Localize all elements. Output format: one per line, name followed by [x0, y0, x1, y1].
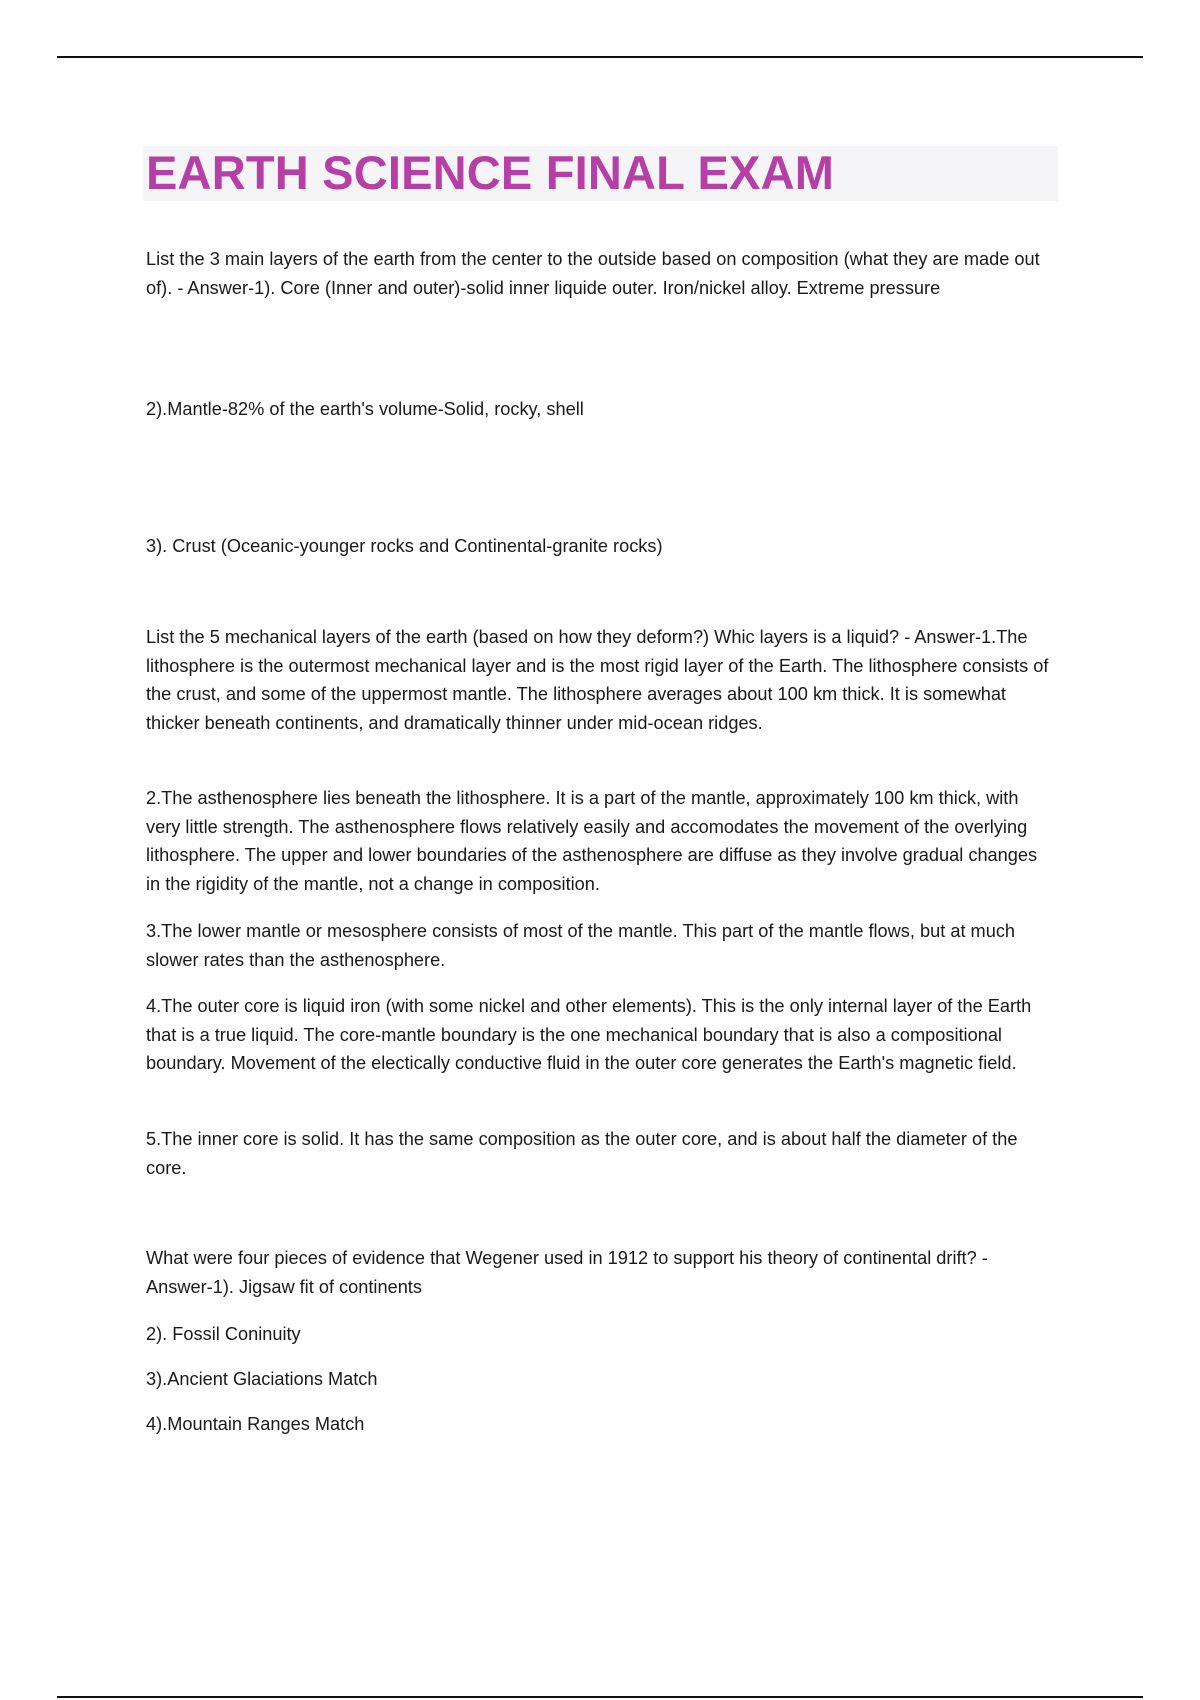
q1-answer-item-2: 2).Mantle-82% of the earth's volume-Solid, rocky, shell	[146, 399, 584, 419]
q2-answer-item-3: 3.The lower mantle or mesosphere consists of most of the mantle. This part of the mantle flows, but at much slower rates than the asthenosphere.	[146, 921, 1016, 970]
document-title: EARTH SCIENCE FINAL EXAM	[146, 146, 835, 199]
q1-question-answer: List the 3 main layers of the earth from the center to the outside based on composition (what they are made out of). - Answer-1). Core (Inner and outer)-solid inner liquide outer. Iron/nickel alloy. Extreme pressure	[146, 249, 1040, 298]
q2-answer-item-2: 2.The asthenosphere lies beneath the lithosphere. It is a part of the mantle, approximately 100 km thick, with very little strength. The asthenosphere flows relatively easily and accomodates the movement of the overlying lithosphere. The upper and lower boundaries of the asthenosphere are diffuse as they involve gradual changes in the rigidity of the mantle, not a change in composition.	[146, 788, 1038, 894]
q2-answer-item-4: 4.The outer core is liquid iron (with some nickel and other elements). This is the only internal layer of the Earth that is a true liquid. The core-mantle boundary is the one mechanical boundary that is also a compositional boundary. Movement of the electically conductive fluid in the outer core generates the Earth's magnetic field.	[146, 996, 1032, 1073]
q3-answer-item-2: 2). Fossil Coninuity	[146, 1324, 301, 1344]
q3-answer-item-3: 3).Ancient Glaciations Match	[146, 1369, 378, 1389]
top-rule	[57, 56, 1143, 58]
q2-question-answer: List the 5 mechanical layers of the earth (based on how they deform?) Whic layers is a liquid? - Answer-1.The lithosphere is the outermost mechanical layer and is the most rigid layer of the Earth. The lithosphere consists of the crust, and some of the uppermost mantle. The lithosphere averages about 100 km thick. It is somewhat thicker beneath continents, and dramatically thinner under mid-ocean ridges.	[146, 627, 1049, 733]
q3-question-answer: What were four pieces of evidence that Wegener used in 1912 to support his theory of continental drift? - Answer-1). Jigsaw fit of continents	[146, 1248, 988, 1297]
q1-answer-item-3: 3). Crust (Oceanic-younger rocks and Continental-granite rocks)	[146, 536, 663, 556]
q2-answer-item-5: 5.The inner core is solid. It has the same composition as the outer core, and is about half the diameter of the core.	[146, 1129, 1018, 1178]
q3-answer-item-4: 4).Mountain Ranges Match	[146, 1414, 365, 1434]
bottom-rule	[57, 1696, 1143, 1698]
